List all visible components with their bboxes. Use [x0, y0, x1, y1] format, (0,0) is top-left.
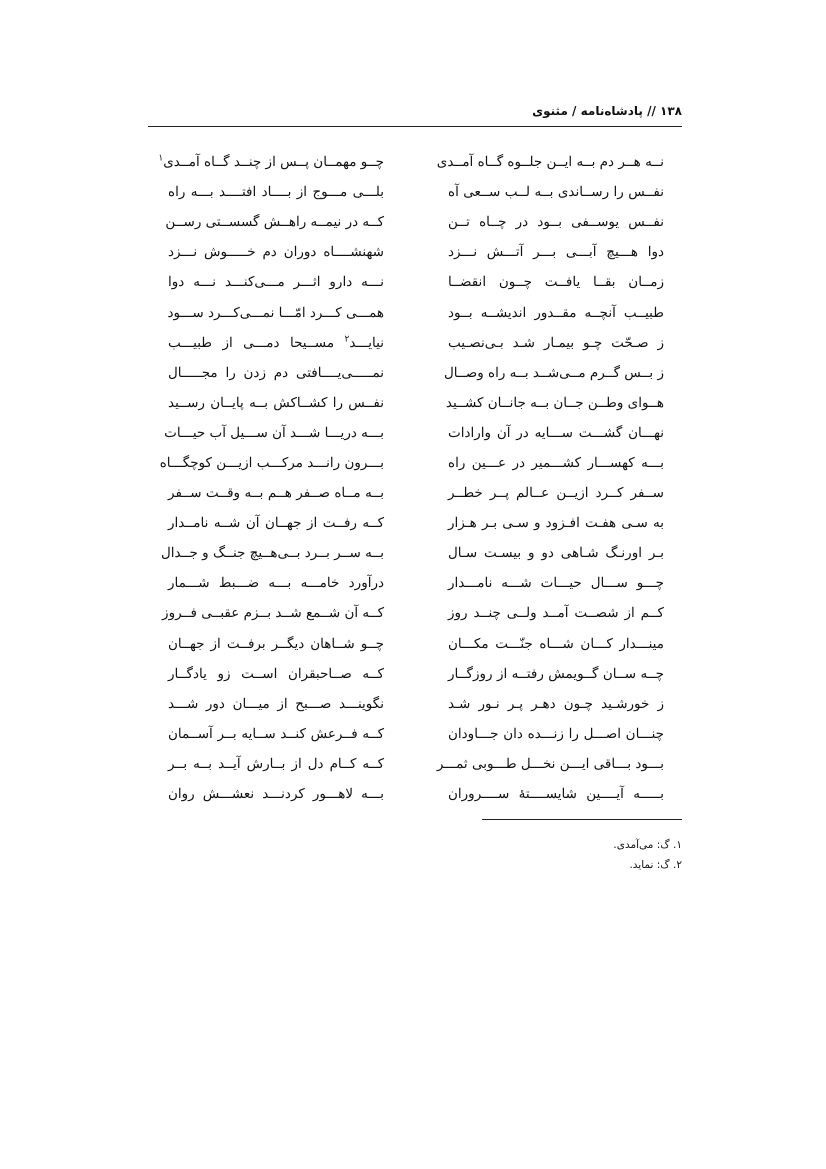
hemistich-right: بـــه کهســـار کشـــمیر در عـــین راه [448, 454, 664, 471]
hemistich-left: نفــس را کشــاکش بــه پایــان رســید [168, 394, 384, 411]
hemistich-right: چـــو ســـال حیـــات شـــه نامـــدار [448, 575, 664, 592]
footnotes [482, 835, 682, 875]
footnote-item: ۱. گ: می‌آمدی. [613, 839, 682, 851]
footnote-rule [482, 819, 682, 820]
beyt-row [168, 629, 664, 659]
beyt-row [168, 749, 664, 779]
beyt-row [165, 207, 664, 237]
footnote-marker: ۱ [158, 153, 164, 164]
hemistich-right: زمــان بقــا یافــت چــون انقضــا [448, 274, 664, 291]
header-rule [148, 126, 682, 127]
footnote-marker: ۲ [344, 334, 350, 345]
hemistich-left [168, 333, 384, 353]
beyt-row [164, 418, 664, 448]
hemistich-left: همـــی کـــرد امّـــا نمـــی‌کـــرد ســـود [167, 304, 384, 321]
hemistich-left: کــه آن شــمع شــد بــزم عقبــی فــروز [162, 605, 384, 622]
beyt-row [168, 779, 664, 809]
hemistich-right: طبیــب آنچــه مقــدور اندیشــه بــود [448, 304, 664, 321]
hemistich-left: کــه رفــت از جهــان آن شــه نامــدار [168, 515, 384, 532]
beyt-row [168, 478, 664, 508]
hemistich-right: هــوای وطــن جــان بــه جانــان کشــید [445, 394, 664, 411]
running-head-text: ۱۳۸ // پادشاه‌نامه / مثنوی [532, 104, 682, 118]
hemistich-right: مینـــدار کـــان شـــاه جنّـــت مکـــان [448, 635, 664, 652]
beyt-row [159, 448, 664, 478]
beyt-row [168, 297, 664, 327]
beyt-row [168, 388, 664, 418]
hemistich-left: کــه کــام دل از بــارش آیــد بــه بــر [168, 755, 384, 772]
beyt-row [168, 328, 664, 358]
running-head [148, 104, 682, 118]
hemistich-left: بــه مــاه صــفر هــم بــه وقــت ســفر [168, 485, 384, 502]
hemistich-right: ز صـحّت چـو بیمـار شـد بـی‌نصـیب [448, 334, 664, 351]
hemistich-left-tail: مســیحا دمـــی از طبیـــب [168, 334, 345, 351]
hemistich-right: بـر اورنـگ شـاهی دو و بیسـت سـال [448, 545, 664, 562]
beyt-row [168, 267, 664, 297]
hemistich-right: ز بــس گــرم مــی‌شــد بــه راه وصــال [443, 364, 664, 381]
hemistich-right: چنـــان اصـــل را زنـــده دان جـــاودان [448, 725, 664, 742]
beyt-row [168, 719, 664, 749]
hemistich-right: نفــس یوســفی بــود در چــاه تــن [448, 214, 664, 231]
beyt-row [168, 358, 664, 388]
hemistich-right: چــه ســان گــویمش رفتــه از روزگــار [448, 665, 664, 682]
hemistich-right: دوا هـــیچ آبـــی بـــر آتـــش نـــزد [448, 244, 664, 261]
hemistich-right: نفــس را رســاندی بــه لــب ســعی آه [448, 184, 664, 201]
hemistich-left: نگوینـــد صـــبح از میـــان دور شـــد [168, 695, 384, 712]
hemistich-left: کــه فــرعش کنــد ســایه بــر آســمان [168, 725, 384, 742]
hemistich-left: شهنشــــاه دوران دم خـــــوش نـــزد [168, 244, 384, 261]
hemistich-left: نمـــــی‌یــــافتی دم زدن را مجـــــال [168, 364, 384, 381]
hemistich-left [158, 152, 384, 172]
hemistich-left-text: نیایـــد [349, 334, 384, 351]
beyt-row [162, 598, 664, 628]
poem-body [158, 147, 664, 809]
hemistich-right: به سـی هفـت افـزود و سـی بـر هـزار [448, 515, 664, 532]
hemistich-right: کــم از شصــت آمــد ولــی چنــد روز [448, 605, 664, 622]
hemistich-left-text: چــو مهمــان پــس از چنــد گــاه آمــدی [163, 154, 384, 171]
hemistich-right: ســفر کــرد ازیــن عــالم پــر خطــر [448, 485, 664, 502]
hemistich-left: نـــه دارو اثـــر مـــی‌کنـــد نـــه دوا [168, 274, 384, 291]
beyt-row [168, 659, 664, 689]
hemistich-right: نــه هــر دم بــه ایــن جلــوه گــاه آمــدی [436, 154, 664, 171]
beyt-row [168, 237, 664, 267]
beyt-row [168, 177, 664, 207]
hemistich-right: بـــــه آیــــین شایســــتهٔ ســــروران [448, 786, 664, 803]
hemistich-left: چــو شــاهان دیگــر برفــت از جهــان [168, 635, 384, 652]
hemistich-left: درآورد خامـــه بـــه ضـــبط شـــمار [168, 575, 384, 592]
hemistich-left: بلـــی مـــوج از بــــاد افتــــد بـــه راه [168, 184, 384, 201]
hemistich-left: کــه صــاحبقران اســت زو یادگــار [168, 665, 384, 682]
hemistich-right: نهـــان گشـــت ســـایه در آن وارادات [448, 424, 664, 441]
hemistich-left: بـــه لاهـــور کردنـــد نعشـــش روان [168, 786, 384, 803]
beyt-row [168, 508, 664, 538]
beyt-row [158, 147, 664, 177]
beyt-row [168, 689, 664, 719]
hemistich-left: بـــرون رانـــد مرکـــب ازیـــن کوچگـــاه [159, 454, 384, 471]
beyt-row [160, 538, 664, 568]
beyt-row [168, 568, 664, 598]
hemistich-left: بـــه دریـــا شـــد آن ســـیل آب حیـــات [164, 424, 384, 441]
hemistich-left: کــه در نیمــه راهــش گسســتی رســن [165, 214, 384, 231]
hemistich-right: ز خورشـید چـون دهـر پـر نـور شـد [448, 695, 664, 712]
footnote-item: ۲. گ: نماید. [629, 859, 682, 871]
hemistich-left: بــه ســر بــرد بــی‌هــیچ جنــگ و جــدال [160, 545, 384, 562]
hemistich-right: بـــود بـــاقی ایـــن نخـــل طـــوبی ثمـــر [436, 755, 664, 772]
